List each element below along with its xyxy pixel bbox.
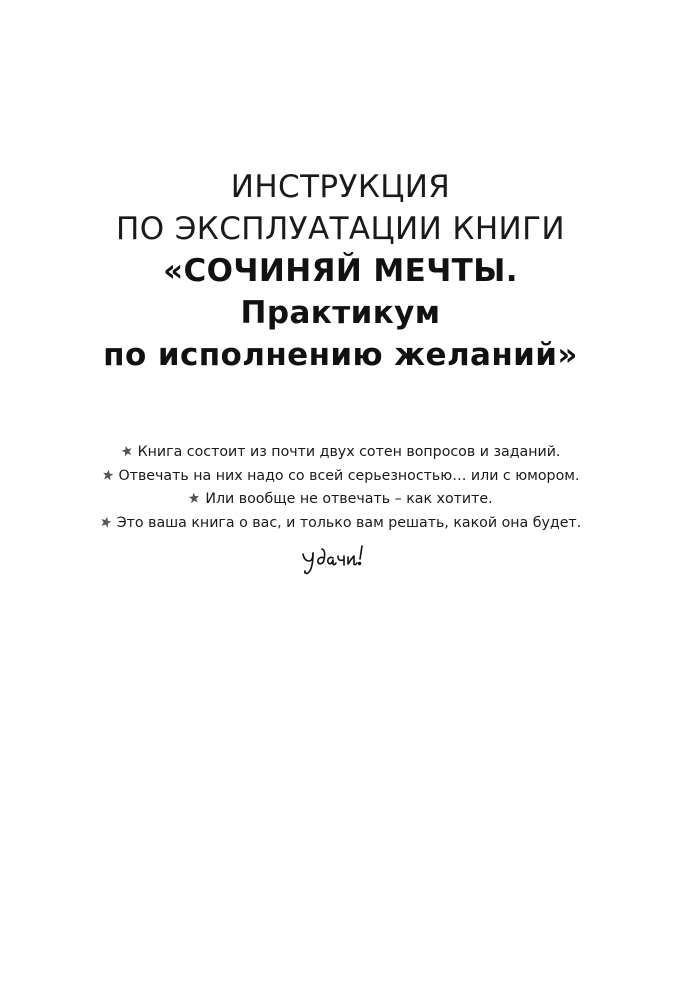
title-line-3: «СОЧИНЯЙ МЕЧТЫ. bbox=[163, 253, 518, 289]
title-line-1: ИНСТРУКЦИЯ bbox=[230, 169, 451, 205]
list-item bbox=[0, 441, 681, 465]
title-line-4: Практикум bbox=[240, 295, 441, 331]
title-line-5: по исполнению желаний» bbox=[103, 337, 578, 373]
star-icon bbox=[188, 492, 200, 504]
handwritten-signature bbox=[300, 540, 390, 580]
list-item-text: Или вообще не отвечать – как хотите. bbox=[205, 491, 493, 507]
star-icon bbox=[121, 445, 133, 457]
list-item-text: Отвечать на них надо со всей серьезностью… или с юмором. bbox=[118, 467, 580, 484]
list-item-text: Это ваша книга о вас, и только вам решать, какой она будет. bbox=[116, 514, 582, 531]
list-item bbox=[0, 465, 681, 489]
instruction-list bbox=[0, 441, 681, 535]
title-line-2: ПО ЭКСПЛУАТАЦИИ КНИГИ bbox=[115, 211, 566, 247]
star-icon bbox=[100, 516, 112, 528]
list-item-text: Книга состоит из почти двух сотен вопросов и заданий. bbox=[137, 444, 561, 460]
star-icon bbox=[102, 469, 114, 481]
list-item bbox=[0, 488, 681, 512]
list-item bbox=[0, 512, 681, 536]
book-title bbox=[0, 166, 681, 376]
